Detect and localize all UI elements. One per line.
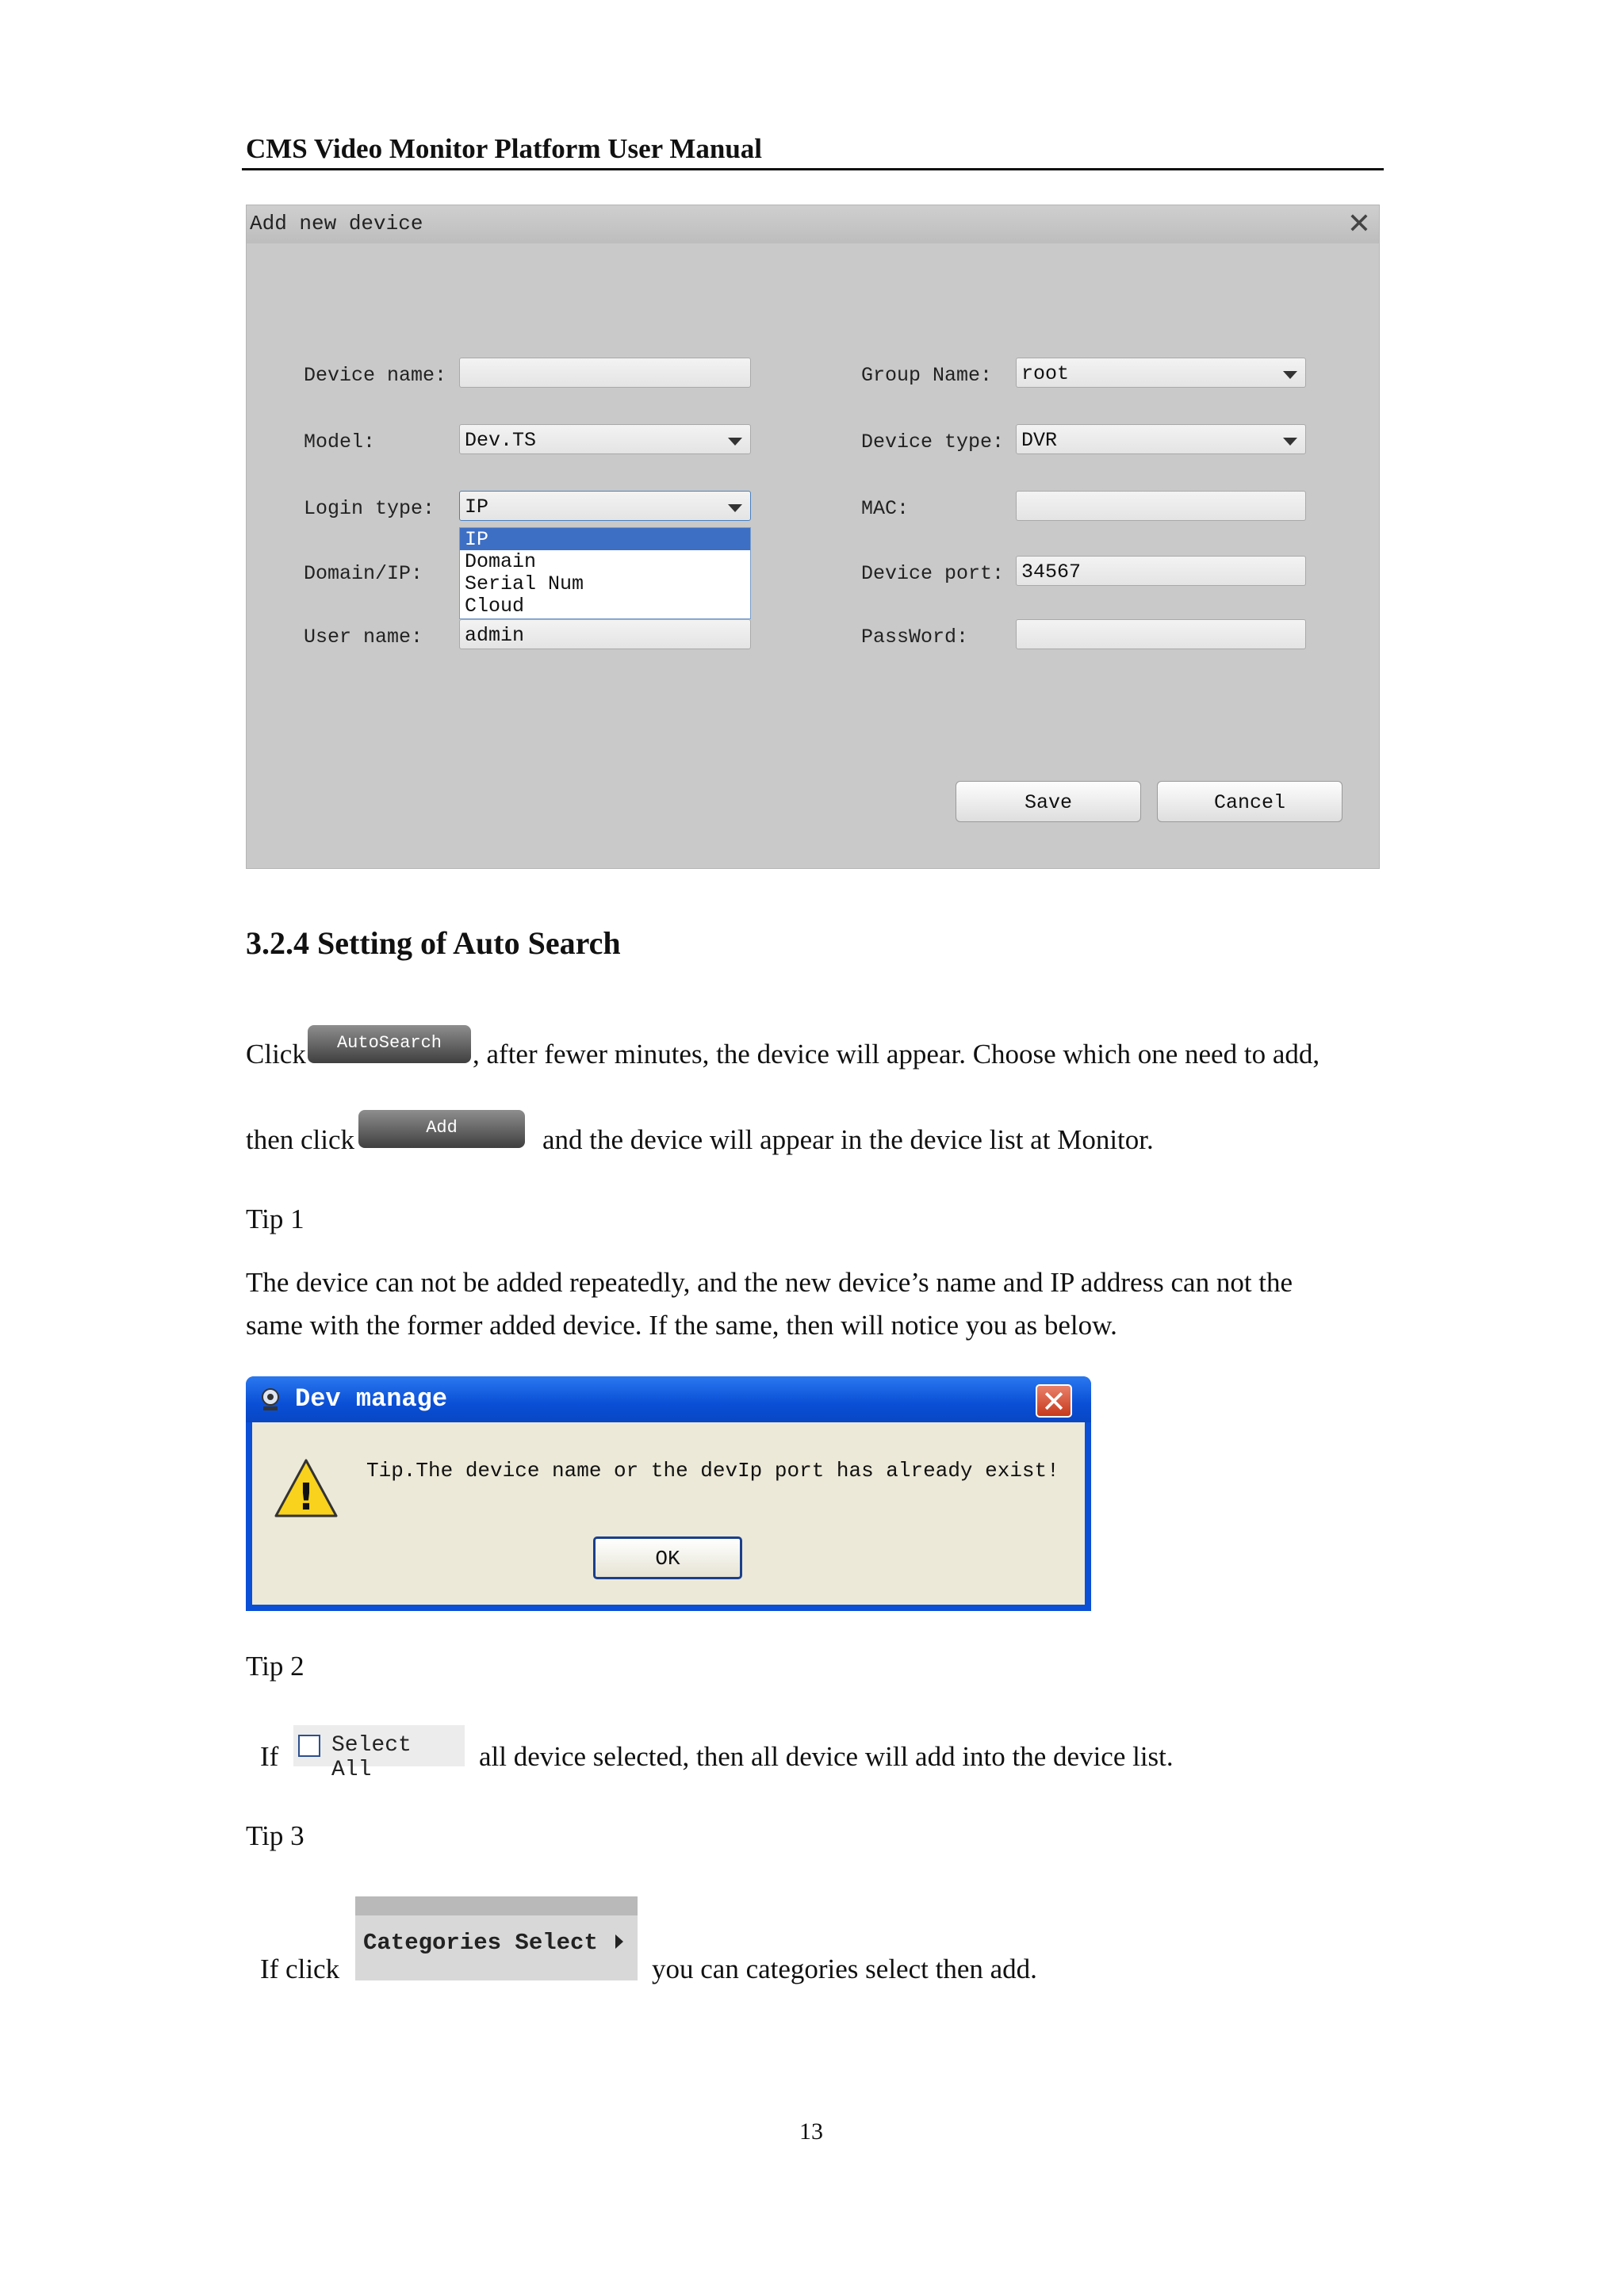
password-label: PassWord: — [861, 626, 969, 649]
tip1-line1: The device can not be added repeatedly, and the new device’s name and IP address can not the — [246, 1267, 1293, 1298]
password-input[interactable] — [1016, 619, 1306, 649]
device-type-select[interactable] — [1016, 424, 1306, 454]
header-rule — [242, 168, 1384, 170]
tip3-if-click-text: If click — [260, 1954, 340, 1984]
device-port-input[interactable] — [1016, 556, 1306, 586]
camera-icon — [257, 1387, 284, 1411]
chevron-down-icon — [728, 504, 742, 512]
chevron-right-icon — [615, 1934, 623, 1949]
autosearch-button-label: AutoSearch — [336, 1033, 442, 1053]
chevron-down-icon — [728, 438, 742, 446]
chevron-down-icon — [1283, 438, 1297, 446]
model-value: Dev.TS — [465, 429, 537, 452]
dropdown-option-cloud[interactable]: Cloud — [465, 595, 525, 618]
group-name-value: root — [1021, 362, 1070, 385]
tip2-text: all device selected, then all device will add into the device list. — [479, 1741, 1174, 1772]
document-header: CMS Video Monitor Platform User Manual — [246, 133, 763, 164]
tip2-heading: Tip 2 — [246, 1651, 304, 1682]
add-button-label: Add — [426, 1118, 458, 1138]
dialog-titlebar — [246, 1376, 1091, 1422]
warning-glyph: ! — [297, 1475, 315, 1518]
chevron-down-icon — [1283, 371, 1297, 379]
categories-select-button[interactable] — [355, 1896, 638, 1980]
save-button-label: Save — [1024, 791, 1072, 814]
dialog-title: Dev manage — [295, 1384, 448, 1414]
group-name-label: Group Name: — [861, 364, 993, 387]
ok-button-label: OK — [655, 1547, 680, 1571]
tip2-if-text: If — [260, 1741, 279, 1772]
para2-text: and the device will appear in the device list at Monitor. — [542, 1124, 1154, 1155]
mac-input[interactable] — [1016, 491, 1306, 521]
add-button[interactable] — [358, 1110, 525, 1148]
dropdown-option-serial-num[interactable]: Serial Num — [465, 572, 584, 595]
device-name-label: Device name: — [304, 364, 447, 387]
login-type-label: Login type: — [304, 497, 435, 520]
tip1-line2: same with the former added device. If the same, then will notice you as below. — [246, 1310, 1117, 1341]
categories-header-bar — [355, 1896, 638, 1915]
device-type-label: Device type: — [861, 430, 1005, 453]
user-name-label: User name: — [304, 626, 423, 649]
tip3-heading: Tip 3 — [246, 1820, 304, 1851]
checkbox-icon — [298, 1735, 320, 1757]
device-type-value: DVR — [1021, 429, 1058, 452]
user-name-input[interactable] — [459, 619, 751, 649]
tip1-heading: Tip 1 — [246, 1203, 304, 1234]
page-number: 13 — [799, 2118, 823, 2145]
device-port-label: Device port: — [861, 562, 1005, 585]
device-name-input[interactable] — [459, 358, 751, 388]
close-icon[interactable]: ✕ — [1346, 208, 1371, 240]
categories-select-label: Categories Select — [363, 1930, 598, 1956]
warning-icon — [273, 1457, 339, 1521]
dropdown-option-domain[interactable]: Domain — [465, 550, 537, 573]
dropdown-option-ip[interactable]: IP — [460, 528, 750, 550]
login-type-select[interactable] — [459, 491, 751, 521]
select-all-label: Select All — [331, 1733, 412, 1782]
domain-ip-label: Domain/IP: — [304, 562, 423, 585]
model-label: Model: — [304, 430, 376, 453]
dialog-titlebar — [247, 205, 1379, 243]
device-port-value: 34567 — [1021, 561, 1082, 584]
para1-click-text: Click — [246, 1039, 306, 1070]
group-name-select[interactable] — [1016, 358, 1306, 388]
para2-click-text: then click — [246, 1124, 355, 1155]
login-type-value: IP — [465, 496, 489, 519]
select-all-checkbox[interactable] — [293, 1725, 465, 1782]
save-button[interactable] — [956, 781, 1141, 822]
dialog-message: Tip.The device name or the devIp port has already exist! — [366, 1459, 1059, 1483]
user-name-value: admin — [465, 624, 525, 647]
login-type-dropdown-list — [459, 527, 751, 619]
close-icon: ✕ — [1041, 1384, 1067, 1419]
mac-label: MAC: — [861, 497, 910, 520]
autosearch-button[interactable] — [308, 1025, 471, 1063]
ok-button[interactable] — [593, 1536, 742, 1579]
para1-text: , after fewer minutes, the device will appear. Choose which one need to add, — [473, 1039, 1320, 1070]
dialog-title: Add new device — [250, 212, 423, 235]
section-title: 3.2.4 Setting of Auto Search — [246, 925, 621, 961]
tip3-text: you can categories select then add. — [652, 1954, 1037, 1984]
add-device-dialog — [246, 205, 1380, 869]
model-select[interactable] — [459, 424, 751, 454]
cancel-button-label: Cancel — [1213, 791, 1285, 814]
cancel-button[interactable] — [1157, 781, 1342, 822]
close-button[interactable] — [1036, 1384, 1072, 1418]
